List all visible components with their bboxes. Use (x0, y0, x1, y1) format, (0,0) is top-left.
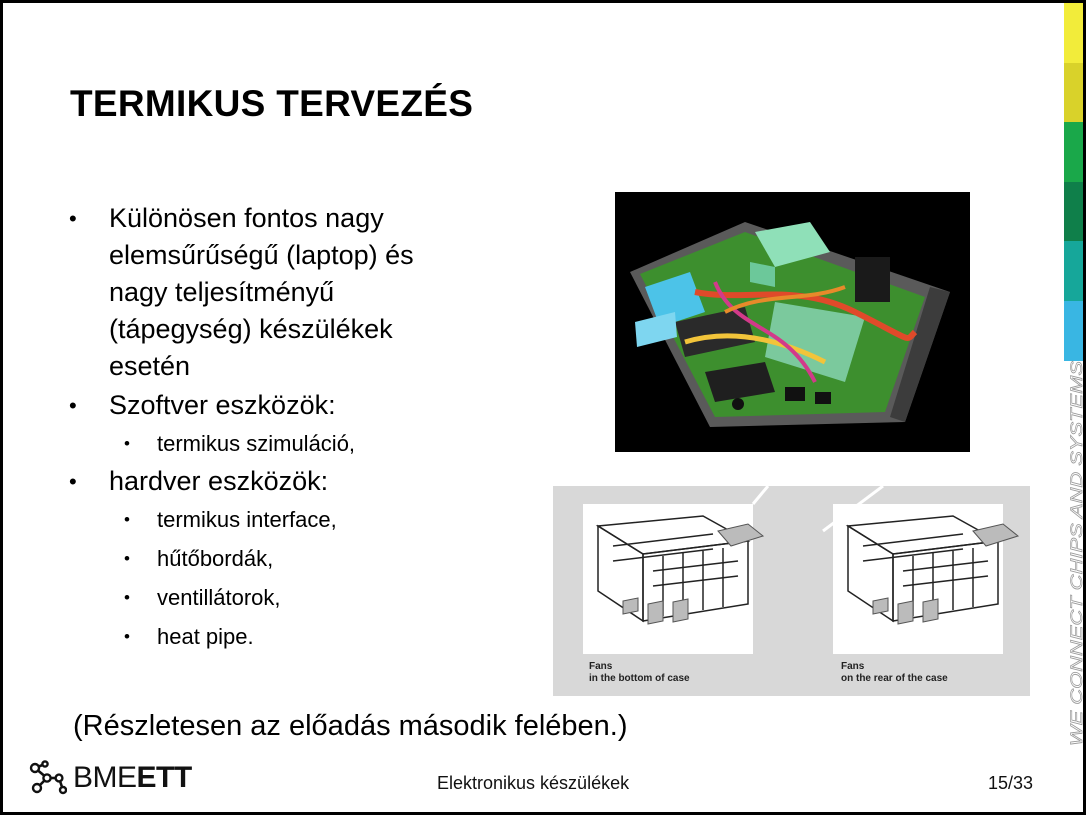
molecule-icon (27, 760, 67, 796)
bullet-line: • Különösen fontos nagy (109, 203, 384, 233)
brand-color-bar (1064, 3, 1083, 361)
color-segment (1064, 182, 1083, 242)
bullet-line: esetén (109, 351, 191, 381)
fans-caption-left: Fans in the bottom of case (589, 661, 690, 684)
bullet-line: (tápegység) készülékek (109, 314, 393, 344)
sub-bullet-item: • heat pipe. (65, 617, 505, 656)
footnote: (Részletesen az előadás második felében.) (73, 710, 628, 742)
color-segment (1064, 301, 1083, 361)
logo-wordmark: BMEETT (73, 761, 192, 794)
bullet-item: • Szoftver eszközök: (65, 387, 505, 424)
svg-text:WE CONNECT CHIPS AND SYSTEMS: WE CONNECT CHIPS AND SYSTEMS (1067, 447, 1086, 746)
bullet-line: elemsűrűségű (laptop) és (109, 240, 414, 270)
fans-diagram (553, 486, 1030, 696)
fans-caption-right: Fans on the rear of the case (841, 661, 948, 684)
bmeett-logo (27, 758, 192, 798)
color-segment (1064, 122, 1083, 182)
sub-bullet-item: • termikus szimuláció, (65, 424, 505, 463)
bullet-list (65, 200, 505, 656)
bullet-item: • hardver eszközök: (65, 463, 505, 500)
course-name: Elektronikus készülékek (437, 773, 630, 793)
bullet-line: nagy teljesítményű (109, 277, 335, 307)
color-segment (1064, 241, 1083, 301)
sub-bullet-item: • ventillátorok, (65, 578, 505, 617)
page-number: 15/33 (988, 773, 1034, 793)
slide-title: TERMIKUS TERVEZÉS (70, 83, 474, 124)
color-segment (1064, 3, 1083, 63)
bullet-item (65, 200, 505, 385)
sub-bullet-item: • hűtőbordák, (65, 539, 505, 578)
thermal-simulation-image (615, 192, 970, 452)
color-segment (1064, 63, 1083, 123)
sub-bullet-item: • termikus interface, (65, 500, 505, 539)
tagline-vertical (1066, 358, 1086, 748)
